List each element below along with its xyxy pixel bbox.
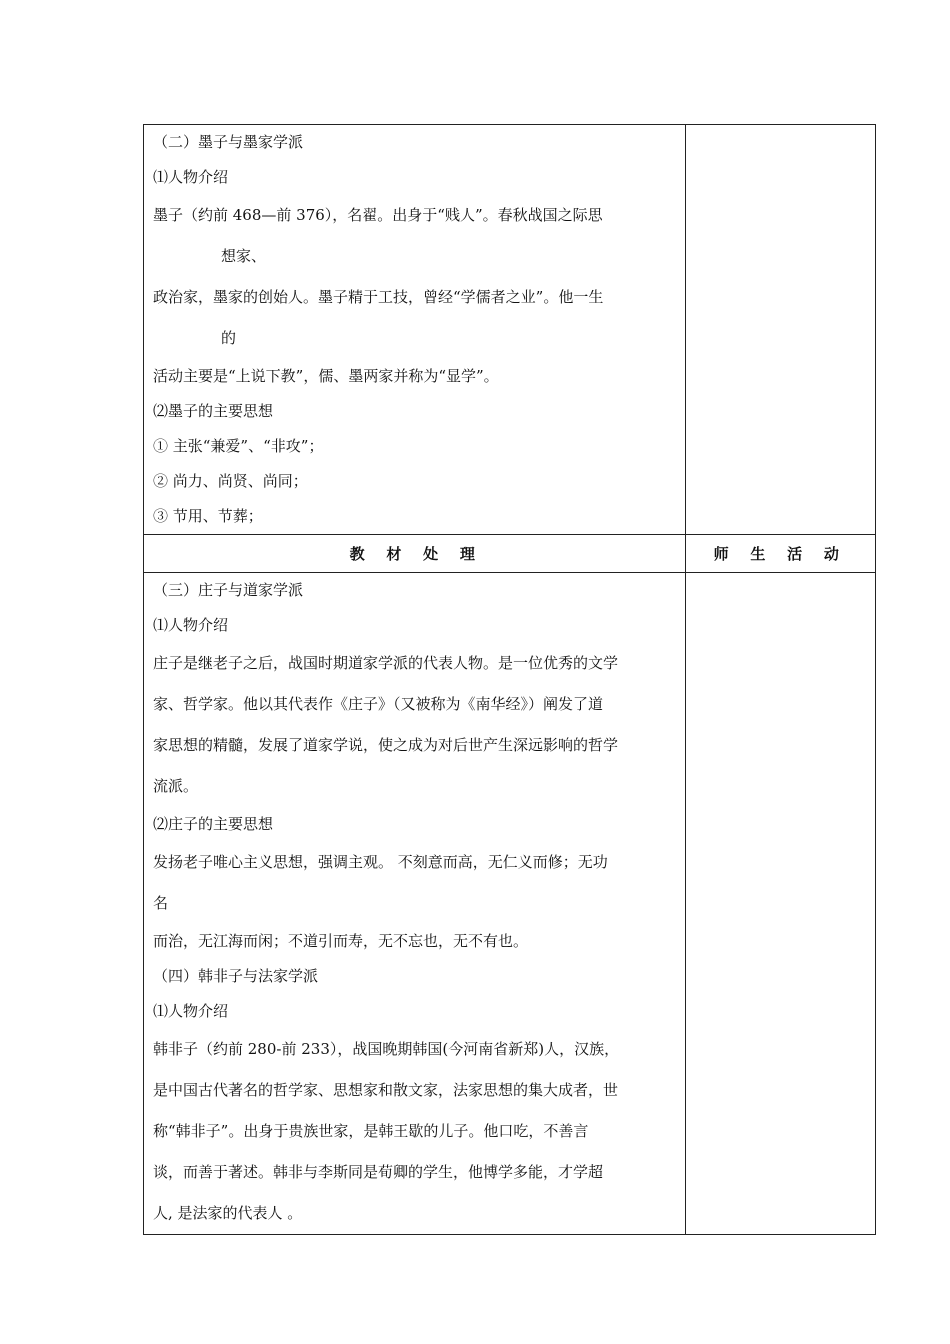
- header-side-label: 师 生 活 动: [713, 545, 848, 563]
- header-main-label: 教 材 处 理: [349, 545, 484, 563]
- section-row-mozi: [144, 125, 876, 535]
- paragraph-line: 庄子是继老子之后，战国时期道家学派的代表人物。是一位优秀的文学: [153, 654, 619, 672]
- subheading: ⑴人物介绍: [153, 1002, 229, 1020]
- lesson-table: [143, 124, 876, 1235]
- subheading: ⑵庄子的主要思想: [153, 815, 274, 833]
- list-item: ③ 节用、节葬；: [153, 507, 263, 525]
- header-cell-main: [144, 535, 686, 573]
- list-item: ② 尚力、尚贤、尚同；: [153, 472, 308, 490]
- paragraph-line: 发扬老子唯心主义思想，强调主观。 不刻意而高，无仁义而修；无功: [153, 853, 608, 871]
- header-cell-side: [685, 535, 875, 573]
- paragraph-line: 家、哲学家。他以其代表作《庄子》（又被称为《南华经》）阐发了道: [153, 695, 604, 713]
- content-cell-zhuangzi-hanfeizi: [144, 573, 686, 1235]
- paragraph-line: 墨子（约前 468—前 376），名翟。出身于“贱人”。春秋战国之际思: [153, 206, 603, 224]
- paragraph-line: 的: [221, 329, 237, 347]
- table-header-row: [144, 535, 876, 573]
- list-item: ① 主张“兼爱”、“非攻”；: [153, 437, 324, 455]
- activity-cell-zhuangzi-hanfeizi: [685, 573, 875, 1235]
- paragraph-line: 流派。: [153, 777, 199, 795]
- paragraph-line: 称“韩非子”。出身于贵族世家，是韩王歇的儿子。他口吃，不善言: [153, 1122, 589, 1140]
- paragraph-line: 名: [153, 894, 169, 912]
- paragraph-line: 是中国古代著名的哲学家、思想家和散文家，法家思想的集大成者，世: [153, 1081, 619, 1099]
- paragraph-line: 家思想的精髓，发展了道家学说，使之成为对后世产生深远影响的哲学: [153, 736, 619, 754]
- section-heading: （三）庄子与道家学派: [153, 581, 304, 599]
- paragraph-line: 人, 是法家的代表人 。: [153, 1204, 303, 1222]
- paragraph-line: 而治，无江海而闲；不道引而寿，无不忘也，无不有也。: [153, 932, 529, 950]
- subheading: ⑴人物介绍: [153, 168, 229, 186]
- subheading: ⑴人物介绍: [153, 616, 229, 634]
- paragraph-line: 想家、: [221, 247, 267, 265]
- subheading: ⑵墨子的主要思想: [153, 402, 274, 420]
- section-row-zhuangzi-hanfeizi: [144, 573, 876, 1235]
- paragraph-line: 活动主要是“上说下教”，儒、墨两家并称为“显学”。: [153, 367, 499, 385]
- section-heading: （四）韩非子与法家学派: [153, 967, 319, 985]
- paragraph-line: 韩非子（约前 280-前 233），战国晚期韩国(今河南省新郑)人，汉族，: [153, 1040, 620, 1058]
- section-heading: （二）墨子与墨家学派: [153, 133, 304, 151]
- paragraph-line: 谈，而善于著述。韩非与李斯同是荀卿的学生，他博学多能，才学超: [153, 1163, 604, 1181]
- activity-cell-mozi: [685, 125, 875, 535]
- paragraph-line: 政治家，墨家的创始人。墨子精于工技，曾经“学儒者之业”。他一生: [153, 288, 604, 306]
- content-cell-mozi: [144, 125, 686, 535]
